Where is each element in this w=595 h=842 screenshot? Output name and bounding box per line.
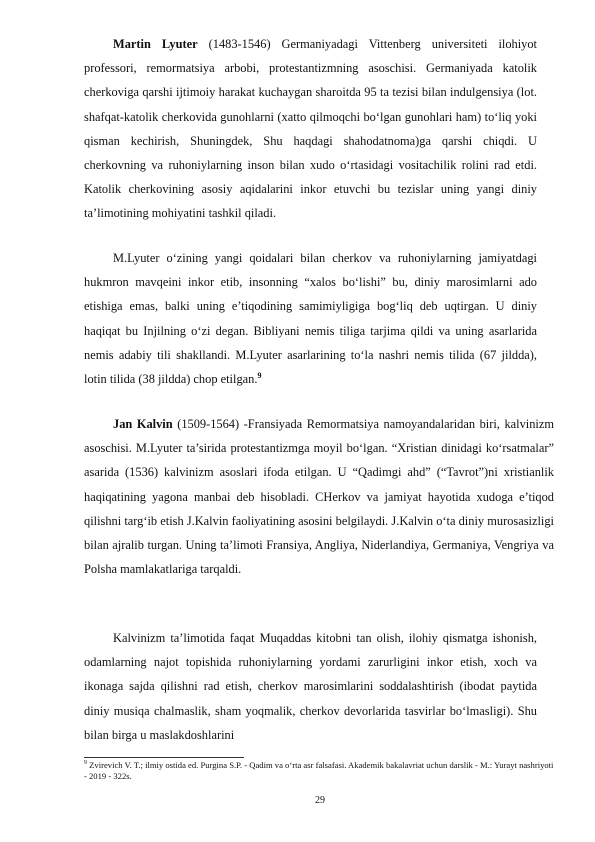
paragraph-luther-teachings xyxy=(84,246,537,391)
footnote-ref[interactable]: 9 xyxy=(257,370,262,380)
footnote-divider xyxy=(84,757,244,758)
paragraph-text: (1483-1546) Germaniyadagi Vittenberg universiteti ilohiyot professori, remormatsiya arbobi, protestantizmning asoschisi. Germaniyada katolik cherkoviga qarshi ijtimoiy harakat kuchaygan sharoitda 95 ta tezisi bilan indulgensiya (lot. shafqat-katolik cherkovida gunohlarni (xatto qilmoqchi bo‘lgan gunohlari ham) to‘liq yoki qisman kechirish, Shuningdek, Shu haqdagi shahodatnoma)ga qarshi chiqdi. U cherkovning va ruhoniylarning inson bilan xudo o‘rtasidagi vositachilik rolini rad etdi. Katolik cherkovining asosiy aqidalarini inkor etuvchi bu tezislar uning yangi diniy ta’limotining mohiyatini tashkil qiladi. xyxy=(84,37,537,221)
paragraph-calvinism xyxy=(84,626,537,747)
paragraph-martin-luther xyxy=(84,32,537,226)
footnote-number: 9 xyxy=(84,760,87,767)
footnote xyxy=(84,760,554,782)
paragraph-text: Kalvinizm ta’limotida faqat Muqaddas kitobni tan olish, ilohiy qismatga ishonish, odamlarning najot topishida ruhoniylarning yordami zarurligini inkor etish, xoch va ikonaga sajda qilishni rad etish, cherkov marosimlarini soddalashtirish (ibodat paytida diniy musiqa chalmaslik, sham yoqmalik, cherkov devorlarida tasvirlar bo‘lmasligi). Shu bilan birga u maslakdoshlarini xyxy=(84,631,537,742)
name-martin-luther: Martin Lyuter xyxy=(113,37,198,51)
paragraph-text: (1509-1564) -Fransiyada Remormatsiya namoyandalaridan biri, kalvinizm asoschisi. M.Lyuter ta’sirida protestantizmga moyil bo‘lgan. “Xristian dinidagi ko‘rsatmalar” asarida (1536) kalvinizm asoslari ifoda etilgan. U “Qadimgi ahd” (“Tavrot”)ni xristianlik haqiqatining yagona manbai deb hisobladi. CHerkov va jamiyat hayotida xudoga e’tiqod qilishni targ‘ib etish J.Kalvin faoliyatining asosini belgilaydi. J.Kalvin o‘ta diniy murosasizligi bilan ajralib turgan. Uning ta’limoti Fransiya, Angliya, Niderlandiya, Germaniya, Vengriya va Polsha mamlakatlariga tarqaldi. xyxy=(84,417,554,577)
page-number: 29 xyxy=(315,795,325,806)
paragraph-text: M.Lyuter o‘zining yangi qoidalari bilan cherkov va ruhoniylarning jamiyatdagi hukmron mavqeini inkor etib, insonning “xalos bo‘lishi” bu, diniy marosimlarni ado etishiga emas, balki uning e’tiqodining samimiyligiga bog‘liq deb uqtirgan. U diniy haqiqat bu Injilning o‘zi degan. Bibliyani nemis tiliga tarjima qildi va uning asarlarida nemis adabiy tili shakllandi. M.Lyuter asarlarining to‘la nashri nemis tilida (67 jildda), lotin tilida (38 jildda) chop etilgan. xyxy=(84,251,537,387)
name-jean-calvin: Jan Kalvin xyxy=(113,417,173,431)
footnote-text: Zvirevich V. T.; ilmiy ostida ed. Purgina S.P. - Qadim va o‘rta asr falsafasi. Akademik bakalavriat uchun darslik - M.: Yurayt nashriyoti - 2019 - 322s. xyxy=(84,760,554,781)
paragraph-jean-calvin xyxy=(84,412,554,581)
